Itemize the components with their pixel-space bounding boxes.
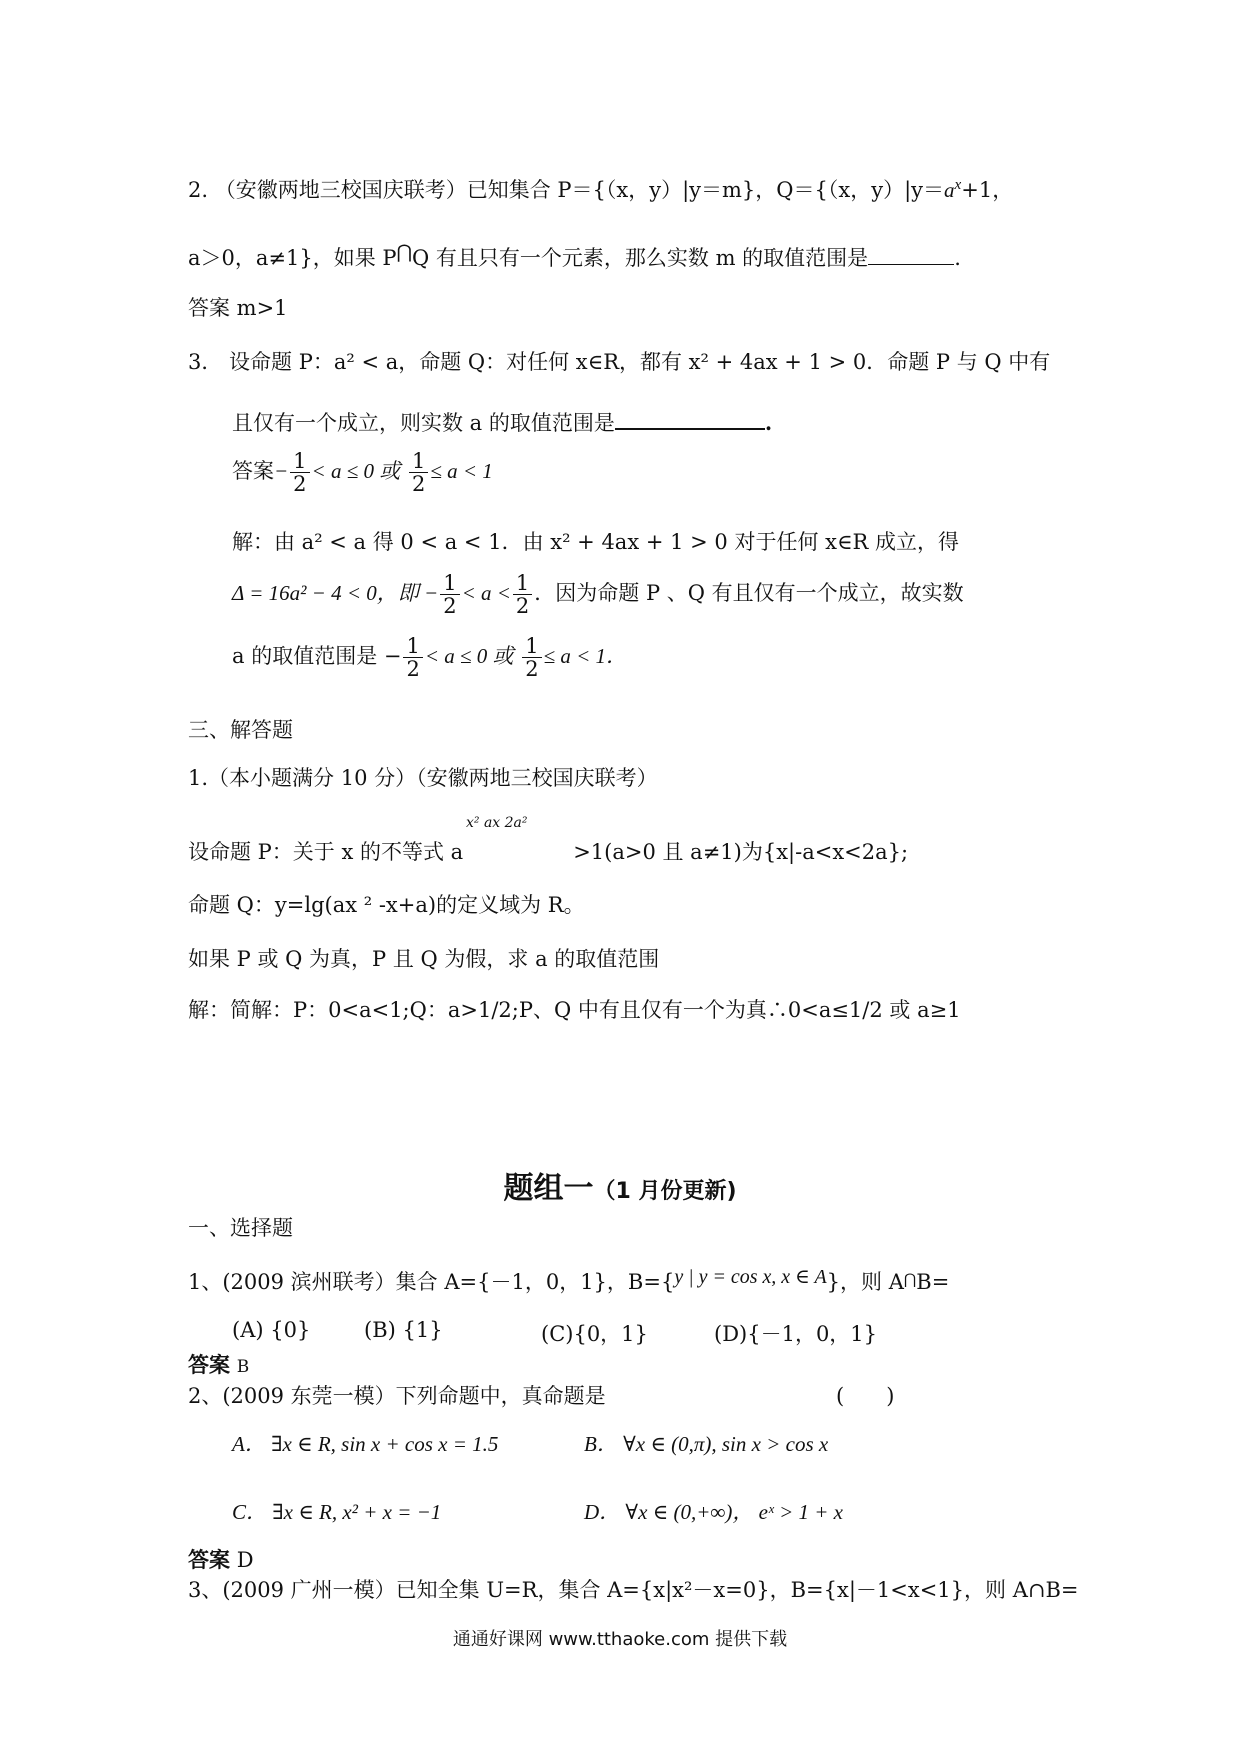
q3-line2-text: 且仅有一个成立，则实数 a 的取值范围是	[232, 411, 615, 435]
fraction: $\frac{1}{2}$	[409, 450, 428, 495]
g-q1-answer	[188, 1353, 249, 1378]
fraction: $\frac{1}{2}$	[440, 572, 459, 617]
q2-line2-end: .	[954, 246, 961, 270]
g-q2-option-a: A． ∃x ∈ R, sin x + cos x = 1.5	[232, 1432, 499, 1456]
fraction: $\frac{1}{2}$	[403, 635, 422, 680]
sol2-mid: < a <	[461, 581, 511, 606]
answer-part1: < a ≤ 0 或	[311, 459, 401, 484]
fraction: $\frac{1}{2}$	[290, 450, 309, 495]
q3-solution-line3	[232, 635, 627, 680]
g-q1-text	[188, 1266, 950, 1296]
sol3-mid: < a ≤ 0 或	[424, 644, 514, 669]
q3-line2-end: .	[764, 410, 773, 435]
group-title-sub: （1 月份更新)	[593, 1179, 737, 1204]
q3-solution-line2	[232, 572, 964, 617]
q2-line2	[188, 243, 961, 271]
fraction: $\frac{1}{2}$	[513, 572, 532, 617]
answer-paren: ( )	[836, 1384, 895, 1408]
group-title-main: 题组一	[503, 1171, 594, 1206]
g-q1-post: }，则 A	[826, 1270, 904, 1294]
q3-solution-line1: 解：由 a² < a 得 0 < a < 1．由 x² + 4ax + 1 > 0 对于任何 x∈R 成立，得	[232, 530, 960, 554]
g-q3-text: 3、(2009 广州一模）已知全集 U=R，集合 A={x|x²－x=0}，B={x|－1<x<1}，则 A∩B=	[188, 1578, 1079, 1602]
fraction: $\frac{1}{2}$	[522, 635, 541, 680]
q3-line2	[232, 407, 772, 436]
answer-label: 答案	[232, 459, 274, 484]
s3-q1-line2: 命题 Q：y=lg(ax ² -x+a)的定义域为 R。	[188, 893, 585, 917]
answer-blank	[615, 407, 765, 430]
sol3-post: ≤ a < 1．	[543, 644, 628, 669]
q3-line1: 3． 设命题 P：a² < a，命题 Q：对任何 x∈R，都有 x² + 4ax + 1 > 0．命题 P 与 Q 中有	[188, 350, 1051, 374]
s3-q1-title: 1.（本小题满分 10 分）（安徽两地三校国庆联考）	[188, 766, 658, 790]
g-q2-option-d: D． ∀x ∈ (0,+∞)， eˣ > 1 + x	[584, 1500, 843, 1524]
answer-value: D	[236, 1548, 254, 1572]
g-q1-option-a: (A) {0}	[232, 1318, 311, 1342]
g-q1-option-b: (B) {1}	[364, 1318, 443, 1342]
s3-q1-solution: 解：简解：P：0<a<1;Q：a>1/2;P、Q 中有且仅有一个为真∴0<a≤1/2 或 a≥1	[188, 998, 961, 1022]
s3-q1-line3: 如果 P 或 Q 为真，P 且 Q 为假，求 a 的取值范围	[188, 947, 660, 971]
g-q2-text	[188, 1384, 895, 1409]
g-q1-pre: 1、(2009 滨州联考）集合 A={－1，0，1}，B={	[188, 1270, 675, 1294]
g-q2-answer	[188, 1548, 254, 1573]
q2-line2-pre: a＞0，a≠1}，如果 P	[188, 246, 397, 270]
answer-blank	[868, 243, 954, 265]
s3-q1-line1	[188, 840, 908, 865]
sol3-pre: a 的取值范围是 −	[232, 644, 402, 669]
g-q2-question: 2、(2009 东莞一模）下列命题中，真命题是	[188, 1384, 606, 1408]
q2-text: 2. （安徽两地三校国庆联考）已知集合 P＝{（x，y）|y＝m}，Q＝{（x，y）|y＝	[188, 178, 945, 202]
answer-label: 答案	[188, 1353, 230, 1377]
g-q1-option-c: (C){0，1}	[541, 1322, 648, 1346]
answer-part2: ≤ a < 1	[430, 459, 493, 484]
s3-q1-line1-pre: 设命题 P：关于 x 的不等式 a	[188, 840, 464, 864]
q2-formula: $a^x$	[944, 177, 962, 202]
g-q2-option-c: C． ∃x ∈ R, x² + x = −1	[232, 1500, 442, 1524]
g-q1-set: y | y = cos x, x ∈ A	[674, 1266, 827, 1289]
group-heading: 一、选择题	[188, 1216, 293, 1240]
g-q2-option-b: B． ∀x ∈ (0,π), sin x > cos x	[584, 1432, 829, 1456]
g-q1-end: B=	[916, 1270, 950, 1294]
q2-line1	[188, 178, 1013, 203]
answer-label: 答案	[188, 1548, 230, 1572]
cap-symbol: ⋂	[396, 241, 413, 264]
q2-formula-tail: +1，	[961, 178, 1014, 202]
cap-symbol: ⋂	[903, 1269, 917, 1288]
sol2-pre: Δ = 16a² − 4 < 0，即 −	[232, 581, 439, 606]
section3-heading: 三、解答题	[188, 718, 293, 742]
s3-q1-line1-post: >1(a>0 且 a≠1)为{x|-a<x<2a};	[573, 840, 909, 864]
q2-line2-post: Q 有且只有一个元素，那么实数 m 的取值范围是	[412, 246, 869, 270]
answer-value: B	[236, 1357, 250, 1377]
sol2-post: ．因为命题 P 、Q 有且仅有一个成立，故实数	[534, 581, 964, 606]
page-footer[interactable]: 通通好课网 www.tthaoke.com 提供下载	[452, 1629, 788, 1650]
group-title	[0, 1163, 1240, 1207]
g-q1-option-d: (D){－1，0，1}	[714, 1322, 878, 1346]
s3-q1-exponent: x² ax 2a²	[466, 815, 528, 831]
q2-answer: 答案 m>1	[188, 296, 288, 320]
q3-answer: 答案− $\frac{1}{2}$ < a ≤ 0 或 $\frac{1}{2}$ ≤ a < 1	[232, 449, 493, 497]
